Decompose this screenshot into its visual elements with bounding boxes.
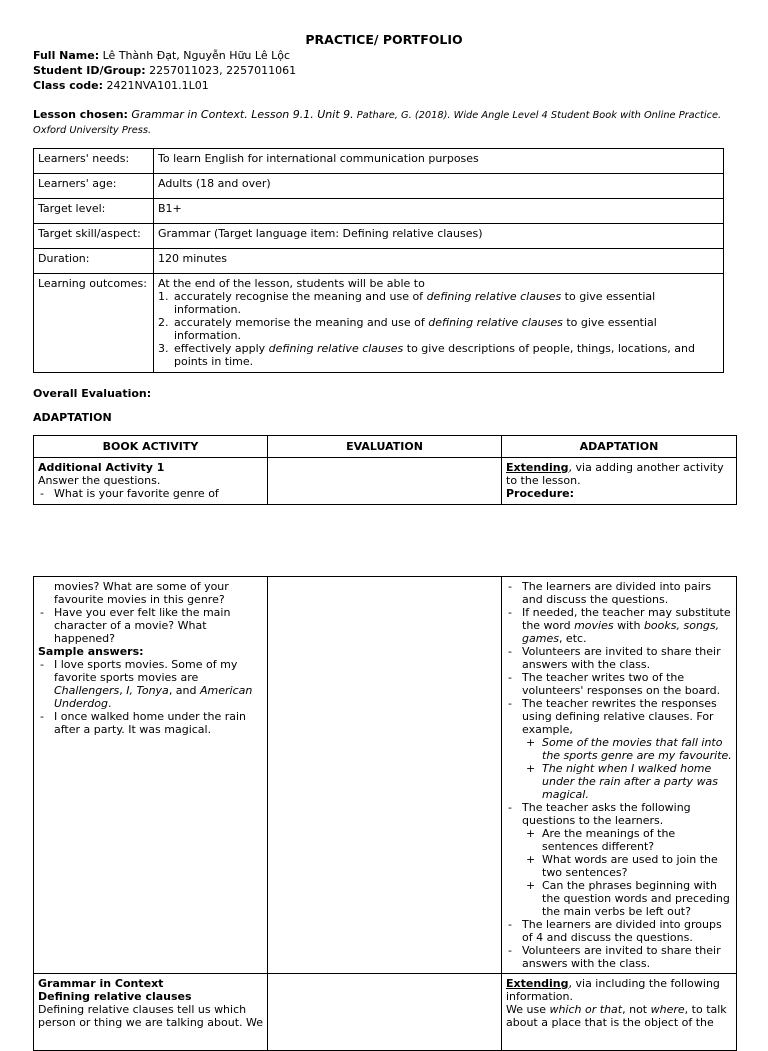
evaluation-cell <box>268 974 502 1051</box>
adaptation-note: We use which or that, not where, to talk about a place that is the object of the <box>506 1003 727 1029</box>
outcomes-intro: At the end of the lesson, students will be able to <box>158 277 425 290</box>
activity-question-cont: movies? What are some of your favourite movies in this genre? <box>54 580 229 606</box>
book-activity-cell <box>34 974 268 1051</box>
activity-row-continued <box>34 577 737 974</box>
class-code-label: Class code: <box>33 79 104 92</box>
adaptation-cell <box>502 458 737 505</box>
header-adaptation: ADAPTATION <box>502 436 737 458</box>
procedure-step: - The learners are divided into pairs and discuss the questions. <box>508 580 712 606</box>
lesson-publisher: Oxford University Press. <box>33 125 152 136</box>
info-value: To learn English for international communication purposes <box>154 149 724 174</box>
info-value: Grammar (Target language item: Defining relative clauses) <box>154 224 724 249</box>
evaluation-cell <box>268 577 502 974</box>
procedure-step: - The teacher asks the following questions to the learners. <box>508 801 691 827</box>
grammar-subtitle: Defining relative clauses <box>38 990 192 1003</box>
procedure-label: Procedure: <box>506 487 575 500</box>
header-book-activity: BOOK ACTIVITY <box>34 436 268 458</box>
overall-evaluation-heading: Overall Evaluation: <box>33 387 152 400</box>
sample-answer: - I love sports movies. Some of my favorite sports movies are Challengers, I, Tonya, and American Underdog. <box>40 658 253 710</box>
info-key: Learning outcomes: <box>34 274 154 373</box>
procedure-step: - The learners are divided into groups of 4 and discuss the questions. <box>508 918 722 944</box>
info-value: 120 minutes <box>154 249 724 274</box>
adaptation-table-header <box>34 436 737 458</box>
example-item: + Some of the movies that fall into the sports genre are my favourite. <box>526 736 732 762</box>
procedure-step: - If needed, the teacher may substitute the word movies with books, songs, games, etc. <box>508 606 731 645</box>
activity-title: Additional Activity 1 <box>38 461 165 474</box>
activity-row <box>34 458 737 505</box>
question-item: + Are the meanings of the sentences different? <box>526 827 676 853</box>
header-evaluation: EVALUATION <box>268 436 502 458</box>
student-id-line <box>33 64 296 77</box>
outcomes-cell <box>154 274 724 373</box>
info-row-skill <box>34 224 724 249</box>
class-code-value: 2421NVA101.1L01 <box>103 79 209 92</box>
info-row-outcomes <box>34 274 724 373</box>
sample-answers-label: Sample answers: <box>38 645 144 658</box>
question-item: + What words are used to join the two sentences? <box>526 853 718 879</box>
procedure-step: - The teacher rewrites the responses using defining relative clauses. For example, <box>508 697 717 736</box>
info-key: Learners' age: <box>34 174 154 199</box>
activity-question: - Have you ever felt like the main character of a movie? What happened? <box>40 606 231 645</box>
info-row-age <box>34 174 724 199</box>
info-row-level <box>34 199 724 224</box>
adaptation-heading: ADAPTATION <box>33 411 112 424</box>
outcome-item: 2. accurately memorise the meaning and use of defining relative clauses to give essential information. <box>158 316 657 342</box>
outcomes-list <box>158 290 719 368</box>
grammar-row <box>34 974 737 1051</box>
info-key: Target skill/aspect: <box>34 224 154 249</box>
info-row-duration <box>34 249 724 274</box>
procedure-step: - The teacher writes two of the volunteers' responses on the board. <box>508 671 721 697</box>
example-item: + The night when I walked home under the rain after a party was magical. <box>526 762 719 801</box>
lesson-chosen <box>33 108 738 138</box>
grammar-title: Grammar in Context <box>38 977 164 990</box>
lesson-label: Lesson chosen: <box>33 108 128 121</box>
procedure-step: - Volunteers are invited to share their answers with the class. <box>508 645 721 671</box>
evaluation-cell <box>268 458 502 505</box>
info-row-needs <box>34 149 724 174</box>
lesson-value: Grammar in Context. Lesson 9.1. Unit 9. <box>127 108 354 121</box>
lesson-reference: Pathare, G. (2018). Wide Angle Level 4 Student Book with Online Practice. <box>353 110 722 121</box>
adaptation-extending: Extending, via adding another activity to the lesson. <box>506 461 724 487</box>
adaptation-cell <box>502 974 737 1051</box>
full-name-value: Lê Thành Đạt, Nguyễn Hữu Lê Lộc <box>99 49 291 62</box>
page-title: PRACTICE/ PORTFOLIO <box>305 32 463 47</box>
activity-instruction: Answer the questions. <box>38 474 161 487</box>
info-key: Target level: <box>34 199 154 224</box>
info-value: Adults (18 and over) <box>154 174 724 199</box>
grammar-body: Defining relative clauses tell us which person or thing we are talking about. We <box>38 1003 264 1029</box>
sample-answer: - I once walked home under the rain after a party. It was magical. <box>40 710 247 736</box>
outcome-item: 1. accurately recognise the meaning and use of defining relative clauses to give essential information. <box>158 290 656 316</box>
adaptation-extending: Extending, via including the following information. <box>506 977 720 1003</box>
question-item: + Can the phrases beginning with the question words and preceding the main verbs be left out? <box>526 879 730 918</box>
activity-question: - What is your favorite genre of <box>40 487 219 500</box>
book-activity-cell <box>34 577 268 974</box>
student-id-label: Student ID/Group: <box>33 64 146 77</box>
adaptation-table-continued <box>33 576 737 1051</box>
info-value: B1+ <box>154 199 724 224</box>
book-activity-cell <box>34 458 268 505</box>
student-id-value: 2257011023, 2257011061 <box>145 64 297 77</box>
info-key: Learners' needs: <box>34 149 154 174</box>
adaptation-cell <box>502 577 737 974</box>
adaptation-table <box>33 435 737 505</box>
outcome-item: 3. effectively apply defining relative clauses to give descriptions of people, things, locations, and points in time. <box>158 342 695 368</box>
full-name-line <box>33 49 290 62</box>
class-code-line <box>33 79 209 92</box>
full-name-label: Full Name: <box>33 49 100 62</box>
lesson-info-table <box>33 148 724 373</box>
info-key: Duration: <box>34 249 154 274</box>
procedure-step: - Volunteers are invited to share their answers with the class. <box>508 944 721 970</box>
